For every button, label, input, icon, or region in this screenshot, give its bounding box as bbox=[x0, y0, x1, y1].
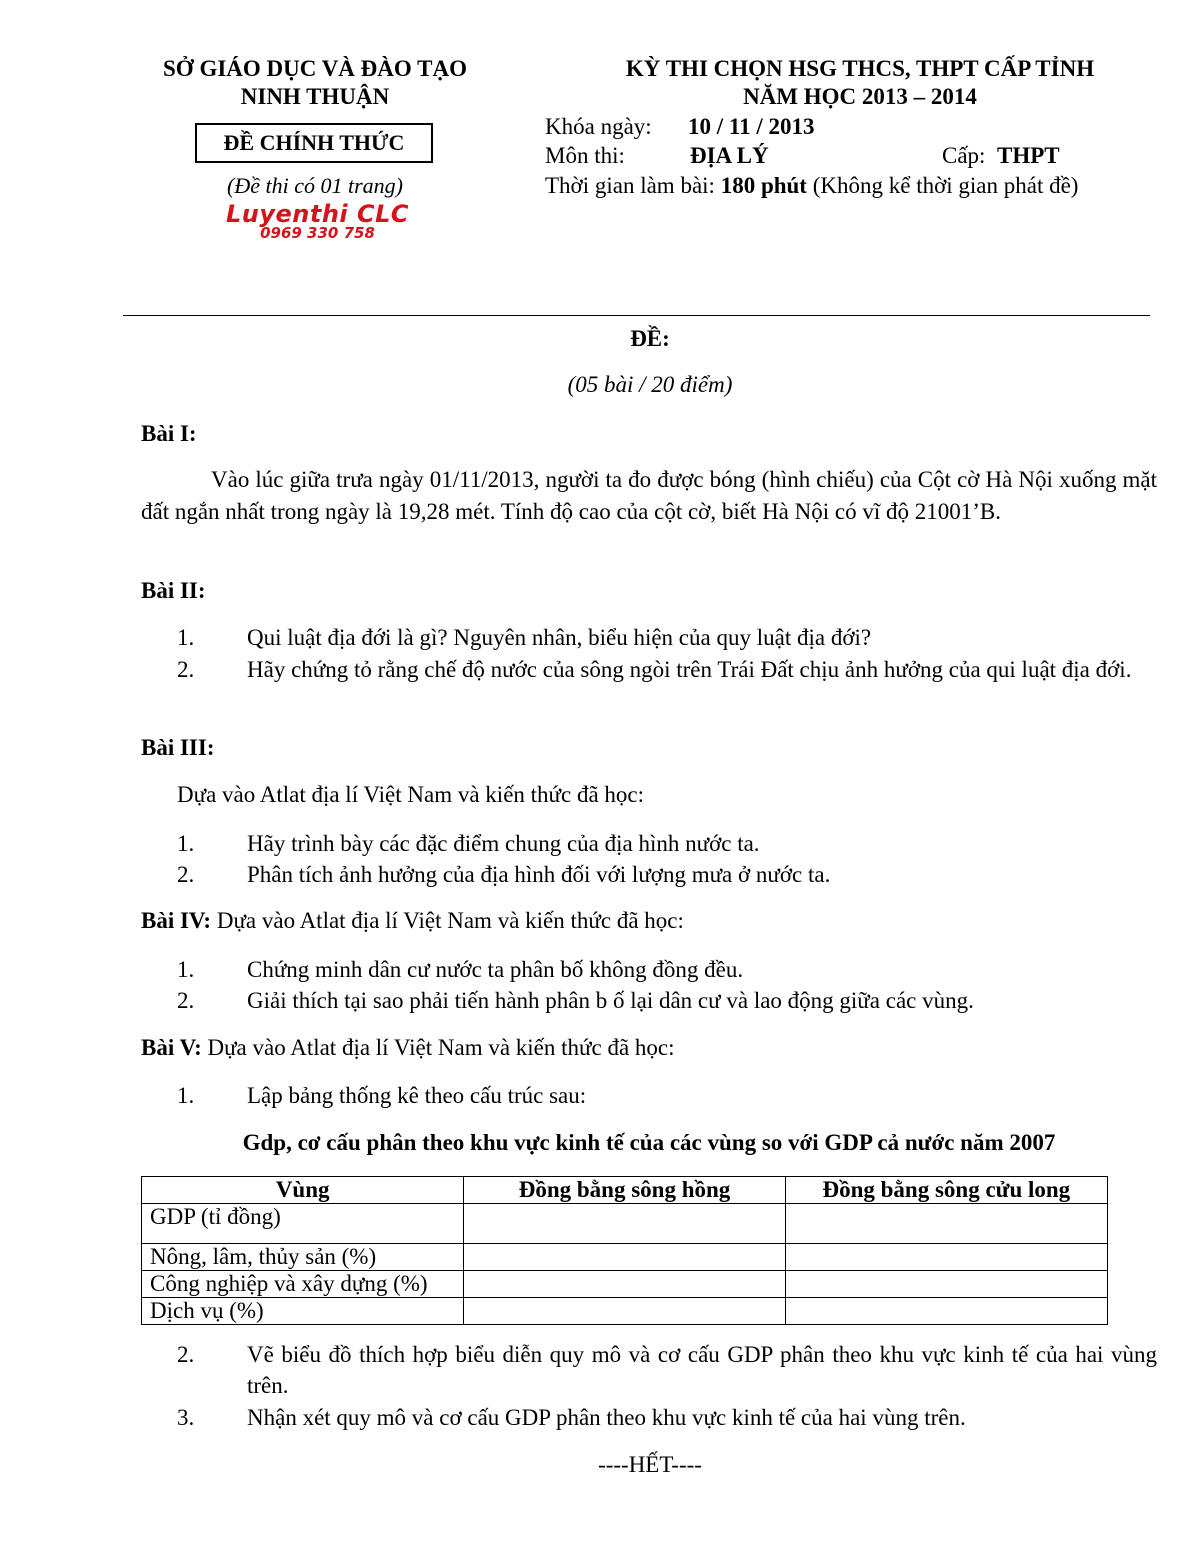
table-row bbox=[142, 1244, 1108, 1271]
department-name-line2: NINH THUẬN bbox=[240, 84, 390, 109]
bai5-item3-num: 3. bbox=[177, 1405, 195, 1430]
bai2-item2-num: 2. bbox=[177, 657, 195, 682]
table-row-label: Nông, lâm, thủy sản (%) bbox=[142, 1244, 464, 1271]
logo-phone: 0969 330 758 bbox=[260, 224, 375, 242]
table-row-label: Công nghiệp và xây dựng (%) bbox=[142, 1271, 464, 1298]
time-value: 180 phút bbox=[720, 173, 807, 198]
end-marker: ----HẾT---- bbox=[598, 1452, 702, 1477]
time-note: (Không kể thời gian phát đề) bbox=[812, 173, 1079, 198]
bai3-item1-num: 1. bbox=[177, 831, 195, 856]
time-label: Thời gian làm bài: bbox=[545, 173, 715, 198]
bai5-item1-text: Lập bảng thống kê theo cấu trúc sau: bbox=[247, 1083, 587, 1108]
bai5-title: Bài V: bbox=[141, 1035, 202, 1060]
date-value: 10 / 11 / 2013 bbox=[688, 114, 815, 139]
bai4-item2-num: 2. bbox=[177, 988, 195, 1013]
header-divider bbox=[123, 315, 1150, 316]
bai3-item2-num: 2. bbox=[177, 862, 195, 887]
table-row bbox=[142, 1298, 1108, 1325]
table-cell bbox=[464, 1298, 785, 1325]
date-label: Khóa ngày: bbox=[545, 114, 652, 139]
subject-label: Môn thi: bbox=[545, 143, 625, 168]
table-cell bbox=[785, 1271, 1107, 1298]
table-cell bbox=[464, 1244, 785, 1271]
bai3-item1-text: Hãy trình bày các đặc điểm chung của địa hình nước ta. bbox=[247, 831, 760, 856]
subject-value: ĐỊA LÝ bbox=[690, 143, 769, 168]
statistics-table bbox=[141, 1176, 1108, 1325]
bai5-item2-text: Vẽ biểu đồ thích hợp biểu diễn quy mô và cơ cấu GDP phân theo khu vực kinh tế của hai vùng trên. bbox=[247, 1342, 1157, 1398]
table-row bbox=[142, 1204, 1108, 1244]
school-year: NĂM HỌC 2013 – 2014 bbox=[743, 84, 977, 109]
bai2-item2-text: Hãy chứng tỏ rằng chế độ nước của sông ngòi trên Trái Đất chịu ảnh hưởng của qui luật địa đới. bbox=[247, 657, 1132, 682]
bai4-item1-text: Chứng minh dân cư nước ta phân bố không đồng đều. bbox=[247, 957, 744, 982]
bai1-title: Bài I: bbox=[141, 421, 197, 446]
bai4-header bbox=[141, 906, 684, 936]
department-name-line1: SỞ GIÁO DỤC VÀ ĐÀO TẠO bbox=[163, 56, 467, 81]
bai5-item3-text: Nhận xét quy mô và cơ cấu GDP phân theo khu vực kinh tế của hai vùng trên. bbox=[247, 1405, 966, 1430]
bai4-item2-text: Giải thích tại sao phải tiến hành phân b ố lại dân cư và lao động giữa các vùng. bbox=[247, 988, 974, 1013]
table-header-cell: Vùng bbox=[142, 1177, 464, 1204]
official-exam-box: ĐỀ CHÍNH THỨC bbox=[195, 123, 433, 163]
bai5-header bbox=[141, 1033, 675, 1063]
bai5-item2-num: 2. bbox=[177, 1342, 195, 1367]
table-row bbox=[142, 1271, 1108, 1298]
table-header-cell: Đồng bằng sông cửu long bbox=[785, 1177, 1107, 1204]
bai3-intro: Dựa vào Atlat địa lí Việt Nam và kiến thức đã học: bbox=[177, 782, 645, 807]
table-row-label: Dịch vụ (%) bbox=[142, 1298, 464, 1325]
table-cell bbox=[785, 1298, 1107, 1325]
bai4-title: Bài IV: bbox=[141, 908, 212, 933]
bai4-item1-num: 1. bbox=[177, 957, 195, 982]
bai4-intro: Dựa vào Atlat địa lí Việt Nam và kiến thức đã học: bbox=[216, 908, 684, 933]
table-cell bbox=[464, 1271, 785, 1298]
level-label: Cấp: bbox=[942, 143, 986, 168]
logo-text: Luyenthi CLC bbox=[225, 200, 410, 228]
level-value: THPT bbox=[997, 143, 1060, 168]
watermark-logo bbox=[205, 200, 430, 248]
bai3-title: Bài III: bbox=[141, 735, 215, 760]
table-cell bbox=[785, 1204, 1107, 1244]
table-title: Gdp, cơ cấu phân theo khu vực kinh tế của các vùng so với GDP cả nước năm 2007 bbox=[242, 1130, 1056, 1155]
time-line bbox=[545, 171, 1078, 201]
bai5-intro: Dựa vào Atlat địa lí Việt Nam và kiến thức đã học: bbox=[207, 1035, 675, 1060]
table-header-row bbox=[142, 1177, 1108, 1204]
bai2-item1-text: Qui luật địa đới là gì? Nguyên nhân, biểu hiện của quy luật địa đới? bbox=[247, 625, 872, 650]
bai1-text: Vào lúc giữa trưa ngày 01/11/2013, người ta đo được bóng (hình chiếu) của Cột cờ Hà Nội xuống mặt đất ngắn nhất trong ngày là 19,28 mét. Tính độ cao của cột cờ, biết Hà Nội có vĩ độ 21001’B. bbox=[141, 467, 1157, 524]
bai2-title: Bài II: bbox=[141, 578, 206, 603]
bai5-item1-num: 1. bbox=[177, 1083, 195, 1108]
exam-heading: ĐỀ: bbox=[630, 326, 670, 351]
table-cell bbox=[785, 1244, 1107, 1271]
bai2-item1-num: 1. bbox=[177, 625, 195, 650]
exam-subheading: (05 bài / 20 điểm) bbox=[567, 372, 733, 397]
table-header-cell: Đồng bằng sông hồng bbox=[464, 1177, 785, 1204]
exam-title: KỲ THI CHỌN HSG THCS, THPT CẤP TỈNH bbox=[625, 56, 1095, 81]
pages-note: (Đề thi có 01 trang) bbox=[227, 173, 403, 198]
table-cell bbox=[464, 1204, 785, 1244]
table-row-label: GDP (tỉ đồng) bbox=[142, 1204, 464, 1244]
bai3-item2-text: Phân tích ảnh hưởng của địa hình đối với lượng mưa ở nước ta. bbox=[247, 862, 831, 887]
